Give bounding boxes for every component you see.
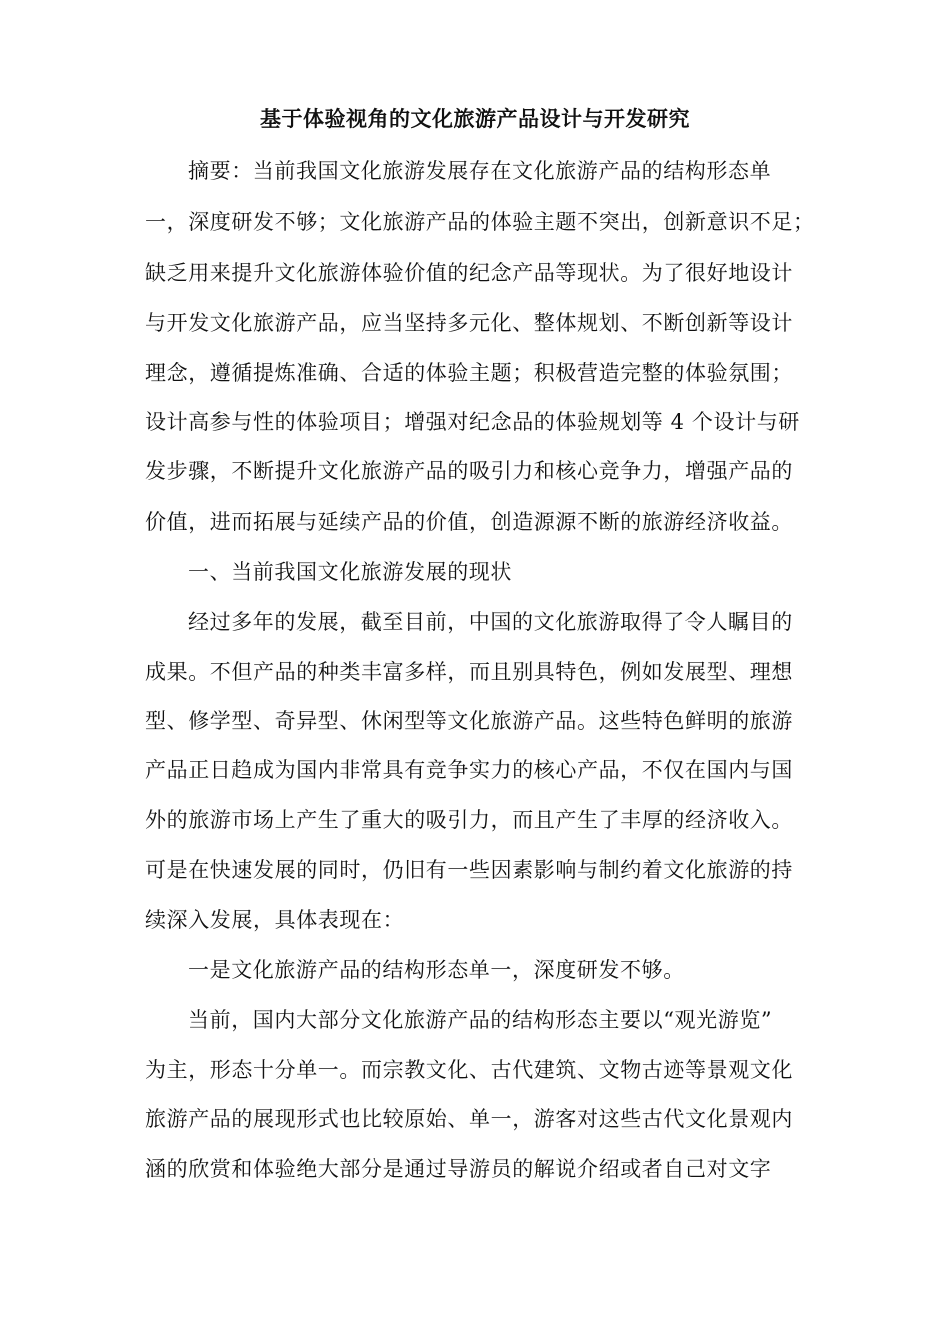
paragraph-line: 可是在快速发展的同时，仍旧有一些因素影响与制约着文化旅游的持 [145,858,793,882]
abstract-line: 摘要：当前我国文化旅游发展存在文化旅游产品的结构形态单 [188,159,772,183]
abstract-line: 设计高参与性的体验项目；增强对纪念品的体验规划等 4 个设计与研 [145,410,800,434]
paragraph-line: 当前，国内大部分文化旅游产品的结构形态主要以“观光游览” [188,1008,773,1032]
paragraph-line: 续深入发展，具体表现在： [145,908,405,932]
section-heading: 一、当前我国文化旅游发展的现状 [188,560,512,584]
paragraph-line: 旅游产品的展现形式也比较原始、单一，游客对这些古代文化景观内 [145,1107,793,1131]
paragraph-line: 经过多年的发展，截至目前，中国的文化旅游取得了令人瞩目的 [188,610,793,634]
paragraph-line: 成果。不但产品的种类丰富多样，而且别具特色，例如发展型、理想 [145,660,793,684]
subheading-line: 一是文化旅游产品的结构形态单一，深度研发不够。 [188,958,685,982]
paragraph-line: 外的旅游市场上产生了重大的吸引力，而且产生了丰厚的经济收入。 [145,808,793,832]
paragraph-line: 产品正日趋成为国内非常具有竞争实力的核心产品，不仅在国内与国 [145,758,793,782]
abstract-line: 理念，遵循提炼准确、合适的体验主题；积极营造完整的体验氛围； [145,361,793,385]
abstract-line: 价值，进而拓展与延续产品的价值，创造源源不断的旅游经济收益。 [145,510,793,534]
abstract-line: 一，深度研发不够；文化旅游产品的体验主题不突出，创新意识不足； [145,210,815,234]
paragraph-line: 为主，形态十分单一。而宗教文化、古代建筑、文物古迹等景观文化 [145,1058,793,1082]
paragraph-line: 型、修学型、奇异型、休闲型等文化旅游产品。这些特色鲜明的旅游 [145,709,793,733]
abstract-line: 缺乏用来提升文化旅游体验价值的纪念产品等现状。为了很好地设计 [145,261,793,285]
document-title: 基于体验视角的文化旅游产品设计与开发研究 [260,107,690,131]
abstract-line: 与开发文化旅游产品，应当坚持多元化、整体规划、不断创新等设计 [145,311,793,335]
abstract-line: 发步骤，不断提升文化旅游产品的吸引力和核心竞争力，增强产品的 [145,459,793,483]
paragraph-line: 涵的欣赏和体验绝大部分是通过导游员的解说介绍或者自己对文字 [145,1157,772,1181]
